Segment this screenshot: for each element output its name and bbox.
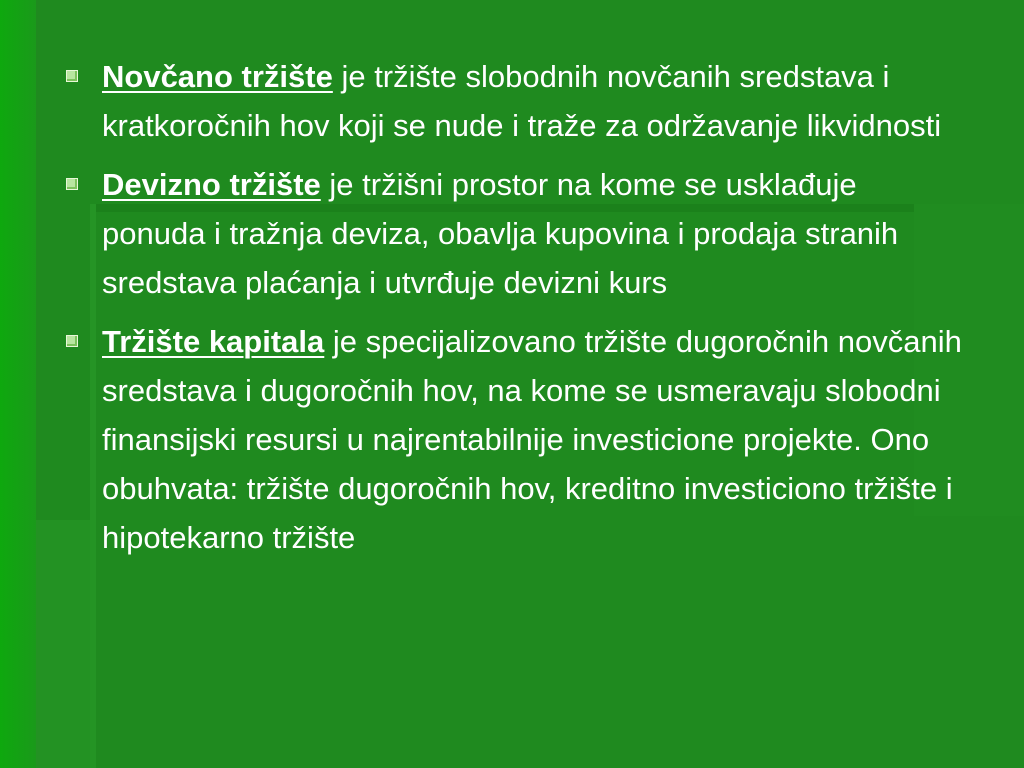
definition-money-market: je tržište slobodnih novčanih sredstava i kratkoročnih hov koji se nude i traže za održavanje likvidnosti (102, 59, 942, 143)
term-money-market: Novčano tržište (102, 59, 333, 94)
definition-capital-market: je specijalizovano tržište dugoročnih novčanih sredstava i dugoročnih hov, na kome se usmeravaju slobodni finansijski resursi u najrentabilnije investicione projekte. Ono obuhvata: tržište dugoročnih hov, kreditno investiciono tržište i hipotekarno tržište (102, 324, 962, 555)
term-capital-market: Tržište kapitala (102, 324, 325, 359)
square-bullet-icon (66, 70, 78, 82)
bullet-item-money-market (62, 52, 962, 150)
definition-foreign-exchange-market: je tržišni prostor na kome se usklađuje ponuda i tražnja deviza, obavlja kupovina i prodaja stranih sredstava plaćanja i utvrđuje devizni kurs (102, 167, 899, 300)
bullet-item-capital-market (62, 317, 962, 562)
bullet-item-foreign-exchange-market (62, 160, 962, 307)
square-bullet-icon (66, 335, 78, 347)
background-left-strip (0, 0, 36, 768)
slide-content (62, 52, 962, 572)
term-foreign-exchange-market: Devizno tržište (102, 167, 321, 202)
square-bullet-icon (66, 178, 78, 190)
